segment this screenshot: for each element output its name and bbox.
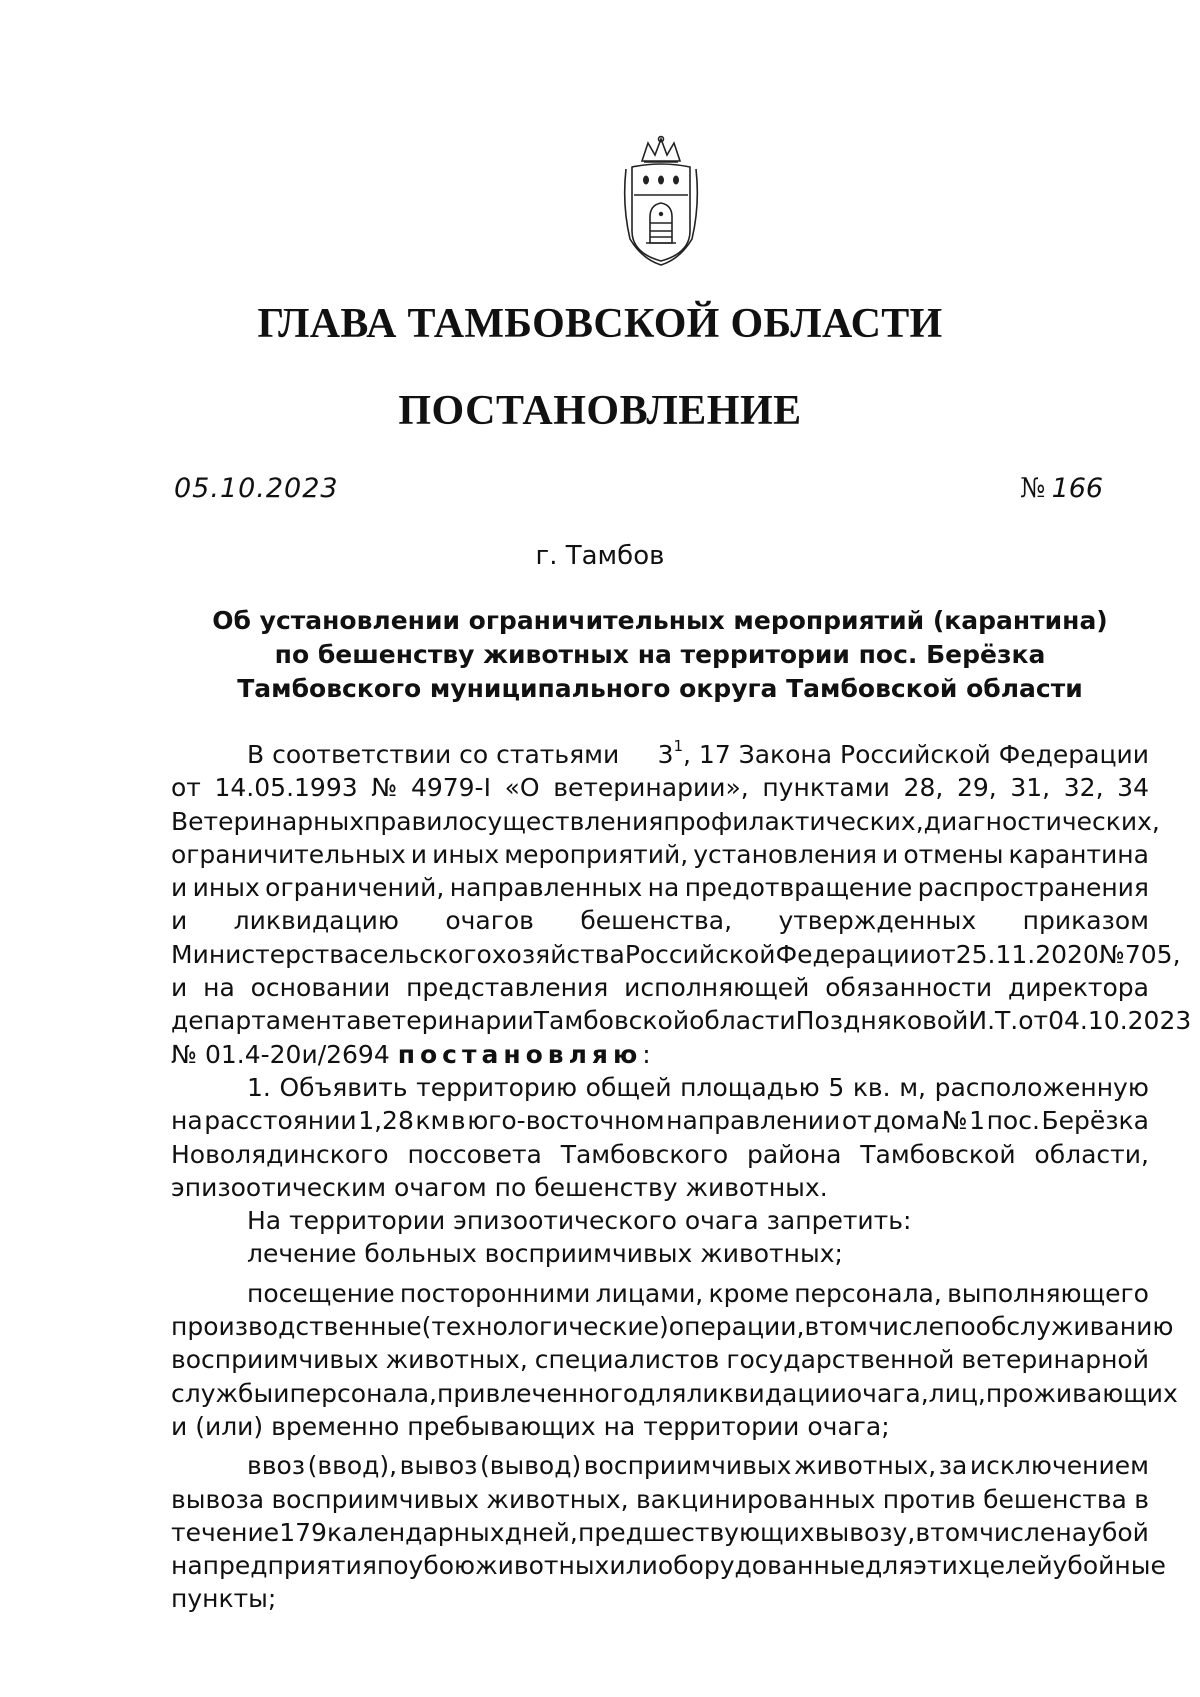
word: от (171, 773, 201, 803)
word: кроме (708, 1278, 790, 1308)
word: приказом (1022, 906, 1149, 936)
word: за (938, 1451, 968, 1481)
word: очагов (445, 906, 534, 936)
word: и (882, 839, 899, 869)
word: и (273, 1378, 290, 1408)
word: ввоз (247, 1451, 306, 1481)
word: Новолядинского (171, 1139, 389, 1169)
word: привлеченного (437, 1378, 639, 1408)
word: области (689, 1006, 796, 1036)
issue-city: г. Тамбов (535, 541, 665, 571)
word: лицами, (595, 1278, 704, 1308)
decree-word: постановляю (397, 1039, 643, 1069)
word: пос. (986, 1106, 1040, 1136)
word: 28, (903, 773, 944, 803)
word: обслуживанию (975, 1312, 1174, 1342)
word: в (804, 1312, 820, 1342)
word: от (841, 1106, 872, 1136)
word: этих (913, 1551, 973, 1581)
word: осуществления (458, 806, 664, 836)
word: диагностических, (923, 806, 1160, 836)
subject-line: Тамбовского муниципального округа Тамбовской области (237, 674, 1083, 703)
word: направлении (666, 1106, 841, 1136)
coat-of-arms-icon (620, 135, 702, 267)
word: района (747, 1139, 842, 1169)
word: животных, (486, 1484, 629, 1514)
preamble-last-line: № 01.4-20и/2694 постановляю : (171, 1038, 1149, 1071)
word: общей (585, 1072, 672, 1102)
word: обязанности (825, 973, 993, 1003)
word: против (882, 1484, 976, 1514)
word: государственной (726, 1345, 955, 1375)
word: убойные (1052, 1551, 1166, 1581)
word: территорию (416, 1072, 578, 1102)
prohibit-treatment: лечение больных восприимчивых животных; (247, 1239, 843, 1269)
prohibit-import-line (171, 1516, 1149, 1549)
word: установления (693, 839, 877, 869)
word: ветеринарии», (553, 773, 749, 803)
word: ликвидации (686, 1378, 847, 1408)
word: отмены (903, 839, 1004, 869)
subject-line: Об установлении ограничительных мероприятий (карантина) (212, 606, 1108, 635)
word: 31, (1010, 773, 1051, 803)
word: 04.10.2023 (1048, 1006, 1192, 1036)
word: для (638, 1378, 687, 1408)
word: площадью (680, 1072, 820, 1102)
word: Федерации (775, 939, 926, 969)
word: 1,28 (358, 1106, 414, 1136)
word: (ввод), (307, 1451, 398, 1481)
word: от (1018, 1006, 1049, 1036)
word: бешенства (983, 1484, 1127, 1514)
word: убою (408, 1551, 476, 1581)
word: календарных (327, 1517, 505, 1547)
preamble-line (171, 871, 1149, 904)
prohibit-visit-line (171, 1377, 1178, 1410)
word: том (819, 1312, 868, 1342)
word: юго-восточном (467, 1106, 665, 1136)
preamble-line (171, 805, 1160, 838)
word: вывоз (399, 1451, 478, 1481)
item1-line (171, 1104, 1149, 1137)
document-number (1020, 473, 1103, 504)
word: Тамбовского (560, 1139, 729, 1169)
word: директора (1008, 973, 1149, 1003)
word: очага, (846, 1378, 929, 1408)
word: посторонними (399, 1278, 591, 1308)
word: 34 (1117, 773, 1149, 803)
word: на (647, 873, 680, 903)
word: 5 (828, 1072, 845, 1102)
word: правил (364, 806, 459, 836)
word: расположенную (934, 1072, 1149, 1102)
word: 179 (279, 1517, 327, 1547)
word: И.Т. (968, 1006, 1019, 1036)
word: кв. (852, 1072, 891, 1102)
word: числе (867, 1312, 945, 1342)
word: ограничений, (265, 873, 445, 903)
word: в (450, 1106, 466, 1136)
word: «О (504, 773, 540, 803)
item1-line (171, 1138, 1149, 1171)
number-sign: № (1020, 473, 1046, 504)
number-value: 166 (1051, 473, 1104, 504)
word: 14.05.1993 (214, 773, 358, 803)
word: Министерства (171, 939, 360, 969)
prohibit-visit-line: и (или) временно пребывающих на территории очага; (171, 1411, 890, 1441)
document-body (171, 737, 1192, 1616)
word: персонала, (794, 1278, 942, 1308)
word: ветеринарии (361, 1006, 534, 1036)
prohibit-visit-line (171, 1343, 1149, 1376)
document-subject (170, 604, 1150, 706)
preamble-first-line (171, 738, 1149, 771)
word: 1. (247, 1072, 271, 1102)
word: Тамбовской (860, 1139, 1016, 1169)
item1-line: эпизоотическим очагом по бешенству животных. (171, 1172, 828, 1202)
word: распространения (917, 873, 1149, 903)
preamble-line (171, 771, 1149, 804)
prohibit-visit-line (171, 1310, 1174, 1343)
word: на (1055, 1517, 1088, 1547)
word: на (203, 973, 235, 1003)
word: проживающих (985, 1378, 1178, 1408)
word: в (1134, 1484, 1149, 1514)
subject-line: по бешенству животных на территории пос. Берёзка (274, 640, 1046, 669)
prohibit-import-line (171, 1483, 1149, 1516)
preamble-line (171, 938, 1181, 971)
word: вывоза (171, 1484, 265, 1514)
word: течение (171, 1517, 280, 1547)
word: или (609, 1551, 658, 1581)
word: от (925, 939, 956, 969)
word: дней, (504, 1517, 578, 1547)
word: животных, (385, 1345, 528, 1375)
preamble-line (171, 1004, 1192, 1037)
word: операции, (668, 1312, 805, 1342)
word: предшествующих (578, 1517, 815, 1547)
word: числе (979, 1517, 1056, 1547)
prohibit-visit-line (171, 1277, 1149, 1310)
preamble-line (171, 904, 1149, 937)
word: убой (1087, 1517, 1149, 1547)
prohibit-import-line (171, 1449, 1149, 1482)
prohibit-import-line (171, 1549, 1166, 1582)
word: хозяйства (491, 939, 625, 969)
word: 25.11.2020 (955, 939, 1099, 969)
word: расстоянии (204, 1106, 357, 1136)
word: мероприятий, (504, 839, 689, 869)
word: ограничительных (171, 839, 406, 869)
word: 32, (1063, 773, 1104, 803)
word: основании (250, 973, 391, 1003)
word: выполняющего (947, 1278, 1149, 1308)
word: Ветеринарных (171, 806, 365, 836)
word: и (171, 973, 188, 1003)
document-type: ПОСТАНОВЛЕНИЕ (398, 388, 802, 434)
word: вакцинированных (635, 1484, 876, 1514)
word: департамента (171, 1006, 362, 1036)
word: для (864, 1551, 914, 1581)
word: ликвидацию (233, 906, 399, 936)
word: бешенства, (580, 906, 733, 936)
prohibit-import-line: пункты; (171, 1584, 277, 1614)
preamble-line (171, 838, 1149, 871)
word: целей (972, 1551, 1053, 1581)
word: области, (1034, 1139, 1149, 1169)
word: поссовета (407, 1139, 542, 1169)
word: 1 (969, 1106, 986, 1136)
word: исключением (969, 1451, 1149, 1481)
word: предприятия (202, 1551, 377, 1581)
word: утвержденных (778, 906, 977, 936)
word: службы (171, 1378, 274, 1408)
word: на (171, 1551, 203, 1581)
word: (вывод) (479, 1451, 582, 1481)
word: восприимчивых (171, 1345, 379, 1375)
word: иных (192, 873, 260, 903)
word: исполняющей (624, 973, 810, 1003)
word: пунктами (762, 773, 890, 803)
word: № (1098, 939, 1125, 969)
word: посещение (247, 1278, 395, 1308)
word: ветеринарной (961, 1345, 1149, 1375)
word: и (410, 839, 428, 869)
word: иных (432, 839, 500, 869)
item1-line (171, 1071, 1149, 1104)
word: том (930, 1517, 979, 1547)
article-reference: $3^1$, 17 Закона Российской Федерации (657, 737, 1149, 769)
document-date: 05.10.2023 (174, 473, 339, 504)
word: 29, (956, 773, 997, 803)
prohibit-intro: На территории эпизоотического очага запретить: (247, 1206, 912, 1236)
word: специалистов (534, 1345, 720, 1375)
word: направленных (449, 873, 643, 903)
word: оборудованные (657, 1551, 865, 1581)
word: Поздняковой (795, 1006, 969, 1036)
word: Российской (624, 939, 776, 969)
word: восприимчивых (583, 1451, 792, 1481)
word: Объявить (279, 1072, 408, 1102)
issuing-authority: ГЛАВА ТАМБОВСКОЙ ОБЛАСТИ (257, 301, 943, 347)
word: № (371, 773, 398, 803)
word: и (171, 906, 188, 936)
word: по (944, 1312, 976, 1342)
word: персонала, (289, 1378, 437, 1408)
word: км (415, 1106, 450, 1136)
word: в (915, 1517, 931, 1547)
word: № (941, 1106, 968, 1136)
word: на (171, 1106, 203, 1136)
word: 705, (1124, 939, 1181, 969)
word: (технологические) (421, 1312, 669, 1342)
word: карантина (1008, 839, 1149, 869)
word: профилактических, (663, 806, 924, 836)
word: производственные (171, 1312, 422, 1342)
word: лиц, (928, 1378, 986, 1408)
word: 4979-I (410, 773, 491, 803)
word: по (376, 1551, 409, 1581)
word: м, (899, 1072, 926, 1102)
word: предотвращение (684, 873, 913, 903)
word: представления (406, 973, 609, 1003)
preamble-line (171, 971, 1149, 1004)
word: дома (873, 1106, 941, 1136)
word: и (171, 873, 188, 903)
word: восприимчивых (271, 1484, 480, 1514)
word: сельского (359, 939, 492, 969)
word: Берёзка (1041, 1106, 1149, 1136)
word: Тамбовской (533, 1006, 690, 1036)
word: животных (475, 1551, 610, 1581)
word: животных, (793, 1451, 937, 1481)
word: вывозу, (814, 1517, 916, 1547)
preamble-lead: В соответствии со статьями (247, 740, 620, 769)
